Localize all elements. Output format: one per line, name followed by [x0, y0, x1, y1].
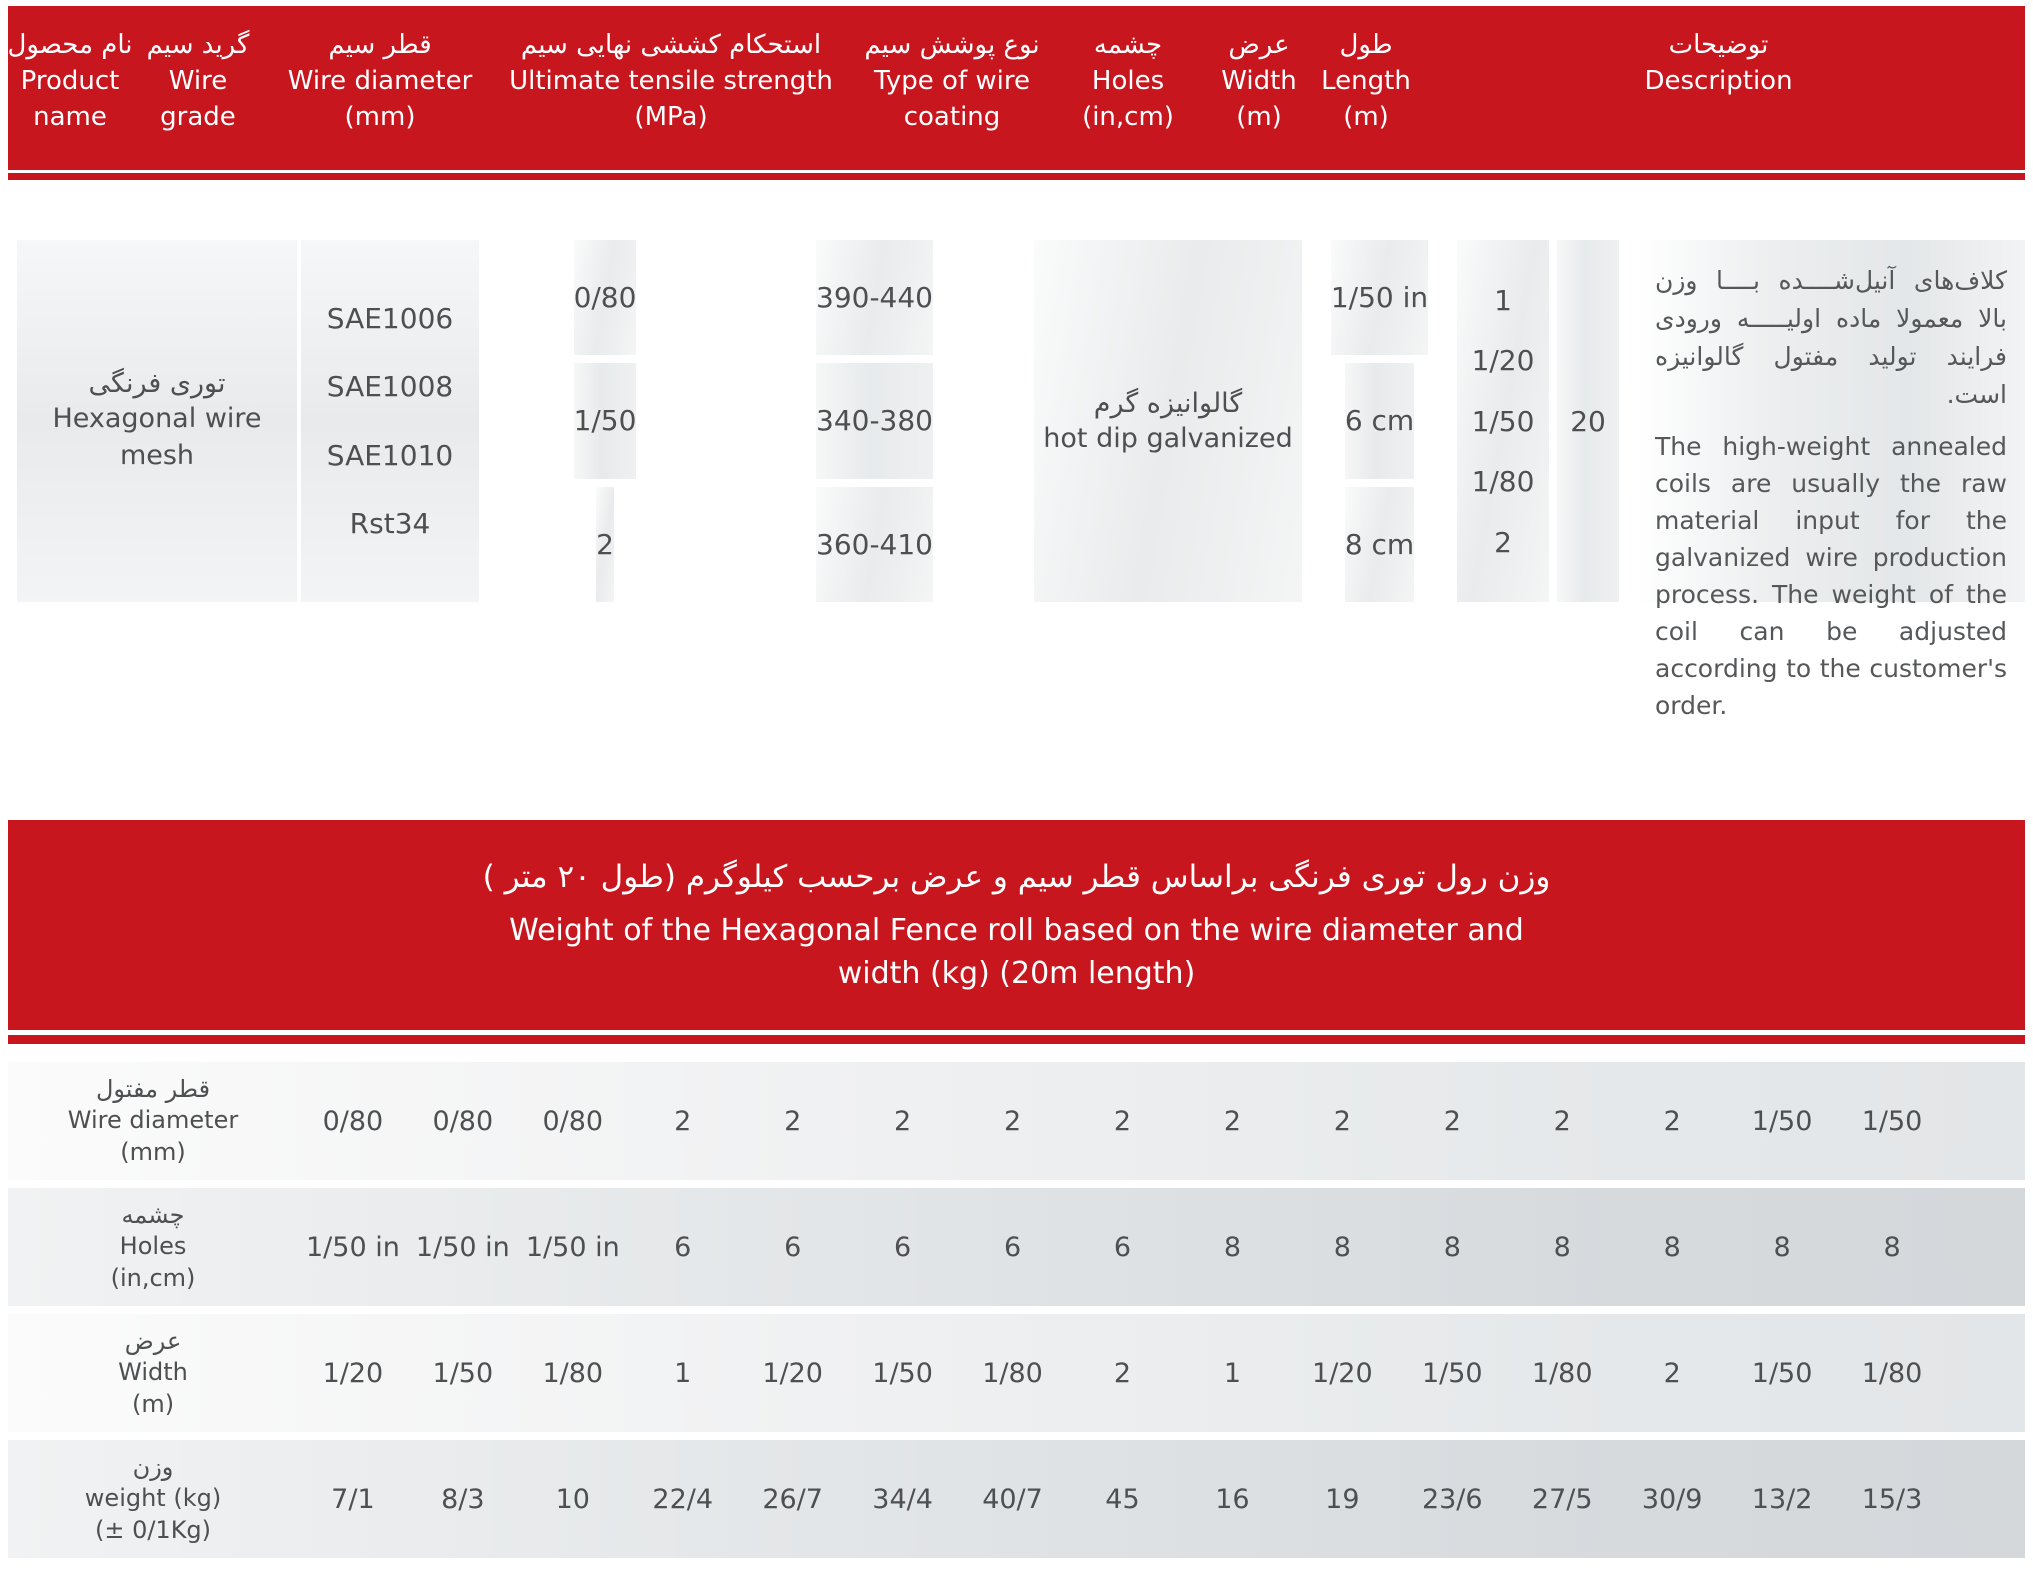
row-1-label-unit: (mm): [120, 1137, 186, 1166]
header-cell-coating: [846, 6, 1058, 170]
row-4-cell-8: 45: [1105, 1483, 1140, 1515]
description-fa: کلاف‌های آنیل‌شــــده بــــا وزن بالا معمولا ماده اولیـــــه ورودی فرایند تولید مفتول گالوانیزه است.: [1655, 266, 2007, 409]
row-4-cell-7: 16: [1215, 1483, 1250, 1515]
row-3-cell-8: 2: [1113, 1357, 1132, 1389]
header-fa-wire-diameter: قطر سیم: [328, 30, 432, 60]
row-4-cell-5: 23/6: [1421, 1483, 1483, 1515]
row-2-cell-14: 1/50 in: [415, 1231, 510, 1263]
row-2-cell-3: 8: [1663, 1231, 1681, 1263]
row-2-cell-8: 6: [1113, 1231, 1132, 1263]
cell-product-name: [17, 240, 297, 602]
row-2-cell-7: 8: [1223, 1231, 1241, 1263]
header-cell-product-name: [8, 6, 132, 170]
wire-grade-value-2: SAE1008: [326, 370, 454, 404]
row-4-label-en: weight (kg): [84, 1484, 222, 1513]
width-value-4: 1/80: [1471, 465, 1535, 498]
row-1-label-en: Wire diameter: [67, 1106, 239, 1135]
wire-grade-value-3: SAE1010: [326, 438, 454, 472]
header-fa-holes: چشمه: [1093, 30, 1163, 60]
header-cell-description: [1412, 6, 2025, 170]
table-row: [8, 1314, 2025, 1432]
row-1-cell-4: 2: [1553, 1105, 1571, 1137]
row-3-label-fa: عرض: [124, 1327, 182, 1356]
spec-table-body: [8, 240, 2025, 720]
width-value-5: 2: [1494, 525, 1512, 559]
row-2-cell-9: 6: [1003, 1231, 1022, 1263]
table-row: [8, 1062, 2025, 1180]
header-fa-product-name: نام محصول: [7, 30, 133, 60]
row-4-label-fa: وزن: [132, 1453, 174, 1482]
width-value-2: 1/20: [1471, 344, 1535, 377]
wire-diameter-value-3: 2: [596, 487, 614, 602]
row-4-label-unit: (± 0/1Kg): [94, 1515, 212, 1544]
row-3-cell-9: 1/80: [982, 1357, 1043, 1389]
wire-grade-value-1: SAE1006: [326, 301, 454, 335]
row-2-cell-12: 6: [674, 1231, 692, 1263]
row-3-cell-4: 1/80: [1531, 1357, 1593, 1389]
row-3-cell-13: 1/80: [542, 1357, 604, 1389]
row-1-cell-3: 2: [1663, 1105, 1681, 1137]
row-4-spacer: [1947, 1440, 2025, 1558]
row-3-cell-14: 1/50: [432, 1357, 494, 1389]
row-4-cell-15: 7/1: [331, 1483, 375, 1515]
row-1-cell-12: 2: [674, 1105, 692, 1137]
row-4-cell-10: 34/4: [872, 1483, 933, 1515]
header-fa-tensile: استحکام کششی نهایی سیم: [520, 30, 822, 60]
row-3-label-unit: (m): [131, 1389, 175, 1418]
row-3-cell-6: 1/20: [1312, 1357, 1373, 1389]
row-2-cell-2: 8: [1773, 1231, 1791, 1263]
cell-coating: [1034, 240, 1302, 602]
holes-value-3: 8 cm: [1345, 487, 1414, 602]
product-name-en: Hexagonal wire mesh: [52, 403, 262, 471]
row-label-width: [8, 1314, 298, 1432]
row-3-cell-7: 1: [1223, 1357, 1241, 1389]
row-3-cell-5: 1/50: [1421, 1357, 1483, 1389]
row-2-label-fa: چشمه: [121, 1201, 185, 1230]
tensile-value-2: 340-380: [816, 363, 933, 478]
row-4-cell-3: 30/9: [1641, 1483, 1703, 1515]
spec-table-header-separator: [8, 173, 2025, 180]
row-3-spacer: [1947, 1314, 2025, 1432]
tensile-value-3: 360-410: [816, 487, 933, 602]
weight-table-title-en: Weight of the Hexagonal Fence roll based on the wire diameter and width (kg) (20m length): [509, 912, 1524, 992]
row-3-cell-11: 1/20: [762, 1357, 823, 1389]
cell-description: [1637, 240, 2025, 720]
row-1-cell-10: 2: [894, 1105, 912, 1137]
header-cell-holes: [1058, 6, 1198, 170]
row-2-cell-6: 8: [1333, 1231, 1351, 1263]
header-en-description: Description: [1644, 66, 1793, 97]
row-3-cell-12: 1: [674, 1357, 692, 1389]
wire-grade-value-4: Rst34: [349, 507, 431, 541]
header-en-wire-diameter: Wire diameter: [287, 66, 473, 97]
row-3-cell-1: 1/80: [1861, 1357, 1923, 1389]
cell-holes: [1302, 240, 1457, 602]
header-fa-coating: نوع پوشش سیم: [864, 30, 1040, 60]
row-3-cell-15: 1/20: [322, 1357, 384, 1389]
row-3-label-en: Width: [118, 1358, 188, 1387]
width-value-1: 1: [1494, 283, 1512, 317]
cell-width: [1457, 240, 1549, 602]
row-2-cell-15: 1/50 in: [305, 1231, 400, 1263]
row-2-cell-4: 8: [1553, 1231, 1571, 1263]
row-3-cell-10: 1/50: [872, 1357, 933, 1389]
row-3-cell-3: 2: [1663, 1357, 1681, 1389]
gap-3: [1012, 240, 1034, 602]
length-value: 20: [1570, 404, 1606, 438]
row-4-cell-11: 26/7: [762, 1483, 823, 1515]
row-1-cell-9: 2: [1003, 1105, 1022, 1137]
header-en-length: Length: [1321, 66, 1411, 97]
header-fa-length: طول: [1339, 30, 1393, 60]
row-2-cell-5: 8: [1443, 1231, 1461, 1263]
header-unit-holes: (in,cm): [1082, 102, 1174, 133]
width-value-3: 1/50: [1471, 404, 1535, 438]
row-label-holes: [8, 1188, 298, 1306]
gap-4: [695, 240, 737, 602]
header-unit-wire-diameter: (mm): [344, 102, 416, 133]
row-1-label-fa: قطر مفتول: [95, 1075, 211, 1104]
cell-length: [1557, 240, 1619, 602]
row-4-cell-9: 40/7: [982, 1483, 1043, 1515]
header-en-wire-grade: Wire grade: [160, 66, 236, 133]
wire-diameter-value-1: 0/80: [574, 240, 637, 355]
row-1-cells: [298, 1062, 2025, 1180]
row-4-cell-14: 8/3: [441, 1483, 485, 1515]
row-4-cell-13: 10: [555, 1483, 590, 1515]
row-2-cell-13: 1/50 in: [525, 1231, 620, 1263]
cell-wire-diameter: [515, 240, 695, 602]
row-4-cell-1: 15/3: [1861, 1483, 1923, 1515]
header-cell-tensile: [496, 6, 846, 170]
weight-table-header: [8, 820, 2025, 1030]
header-fa-width: عرض: [1228, 30, 1290, 60]
row-label-wire-diameter: [8, 1062, 298, 1180]
row-2-cell-10: 6: [894, 1231, 912, 1263]
row-4-cell-6: 19: [1325, 1483, 1360, 1515]
row-label-weight: [8, 1440, 298, 1558]
table-row: [8, 1440, 2025, 1558]
product-name-fa: توری فرنگی: [88, 368, 226, 400]
row-2-cell-1: 8: [1883, 1231, 1901, 1263]
row-1-cell-7: 2: [1223, 1105, 1241, 1137]
cell-wire-grade: [301, 240, 479, 602]
gap-1: [1619, 240, 1637, 602]
row-1-cell-14: 0/80: [432, 1105, 494, 1137]
gap-5: [479, 240, 515, 602]
weight-table-body: [8, 1062, 2025, 1566]
header-fa-description: توضیحات: [1668, 30, 1769, 60]
tensile-value-1: 390-440: [816, 240, 933, 355]
wire-diameter-value-2: 1/50: [574, 363, 637, 478]
row-1-cell-8: 2: [1113, 1105, 1132, 1137]
row-2-label-en: Holes: [119, 1232, 187, 1261]
header-en-product-name: Product name: [20, 66, 120, 133]
header-unit-coating: coating: [903, 102, 1001, 133]
row-1-cell-13: 0/80: [542, 1105, 604, 1137]
row-4-cell-4: 27/5: [1531, 1483, 1593, 1515]
row-1-spacer: [1947, 1062, 2025, 1180]
row-1-cell-5: 2: [1443, 1105, 1461, 1137]
row-3-cells: [298, 1314, 2025, 1432]
row-2-label-unit: (in,cm): [110, 1263, 196, 1292]
header-unit-width: (m): [1236, 102, 1282, 133]
header-en-width: Width: [1221, 66, 1297, 97]
row-4-cell-2: 13/2: [1751, 1483, 1813, 1515]
weight-table-header-separator: [8, 1035, 2025, 1044]
row-2-spacer: [1947, 1188, 2025, 1306]
holes-value-1: 1/50 in: [1331, 240, 1428, 355]
row-3-cell-2: 1/50: [1751, 1357, 1813, 1389]
row-2-cells: [298, 1188, 2025, 1306]
gap-2: [1549, 240, 1557, 602]
header-fa-wire-grade: گرید سیم: [146, 30, 250, 60]
row-1-cell-1: 1/50: [1861, 1105, 1923, 1137]
cell-tensile: [737, 240, 1012, 602]
row-2-cell-11: 6: [784, 1231, 802, 1263]
row-1-cell-15: 0/80: [322, 1105, 384, 1137]
row-1-cell-11: 2: [784, 1105, 802, 1137]
coating-fa: گالوانیزه گرم: [1093, 388, 1243, 419]
holes-value-2: 6 cm: [1345, 363, 1414, 478]
description-en: The high-weight annealed coils are usually the raw material input for the galvanized wire production process. The weight of the coil can be adjusted according to the customer's order.: [1655, 432, 2007, 720]
header-cell-wire-grade: [132, 6, 264, 170]
spec-table-header: [8, 6, 2025, 170]
row-1-cell-2: 1/50: [1751, 1105, 1813, 1137]
row-4-cells: [298, 1440, 2025, 1558]
header-en-coating: Type of wire: [874, 66, 1030, 97]
row-4-cell-12: 22/4: [652, 1483, 714, 1515]
header-cell-width: [1198, 6, 1320, 170]
header-cell-wire-diameter: [264, 6, 496, 170]
coating-en: hot dip galvanized: [1043, 423, 1293, 454]
weight-table-title-fa: وزن رول توری فرنگی براساس قطر سیم و عرض برحسب کیلوگرم (طول ۲۰ متر ): [482, 859, 1551, 896]
row-1-cell-6: 2: [1333, 1105, 1351, 1137]
header-en-tensile: Ultimate tensile strength: [509, 66, 833, 97]
header-en-holes: Holes: [1091, 66, 1165, 97]
header-cell-length: [1320, 6, 1412, 170]
table-row: [8, 1188, 2025, 1306]
header-unit-length: (m): [1343, 102, 1389, 133]
header-unit-tensile: (MPa): [634, 102, 708, 133]
